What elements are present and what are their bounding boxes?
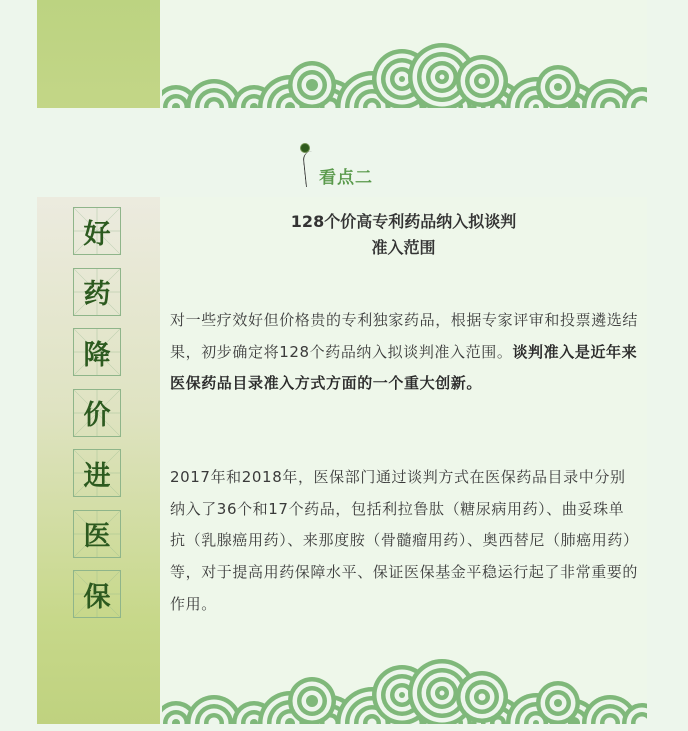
paragraph-1 (170, 305, 638, 400)
heading-line-2: 准入范围 (371, 238, 436, 257)
title-char: 好 (83, 218, 111, 250)
wave-arc-group (288, 61, 336, 108)
wave-arc-group (456, 55, 508, 107)
title-char: 降 (83, 339, 111, 371)
title-char: 进 (83, 460, 111, 492)
cloud-wave-decoration-bottom (162, 649, 647, 724)
top-banner (37, 0, 647, 108)
marker-line (302, 151, 317, 187)
title-char: 药 (83, 279, 111, 310)
wave-arc-group (288, 677, 336, 724)
side-strip (37, 197, 160, 724)
wave-arc-group (536, 65, 580, 108)
paragraph-1-bold: 谈判准入是近年来医保药品目录准入方式方面的一个重大创新。 (170, 342, 638, 393)
paragraph-2: 2017年和2018年，医保部门通过谈判方式在医保药品目录中分别纳入了36个和17个药品，包括利拉鲁肽（糖尿病用药）、曲妥珠单抗（乳腺癌用药）、来那度胺（骨髓瘤用药）、奥西替尼（肺癌用药）等，对于提高用药保障水平、保证医保基金平稳运行起了非常重要的作用。 (170, 468, 639, 613)
heading-line-1: 128个价高专利药品纳入拟谈判 (290, 212, 517, 231)
side-strip-top (37, 0, 160, 108)
title-char-box (73, 328, 121, 376)
title-char-box (73, 449, 121, 497)
main-panel (37, 197, 647, 724)
title-char-box (73, 510, 121, 558)
cloud-wave-decoration-top (162, 33, 647, 108)
title-char: 保 (83, 581, 111, 613)
wave-arc-group (536, 681, 580, 724)
title-char: 医 (83, 521, 111, 552)
vertical-title (73, 207, 125, 631)
title-char: 价 (83, 400, 111, 431)
section-marker (300, 143, 380, 191)
section-label: 看点二 (319, 168, 373, 188)
title-char-box (73, 268, 121, 316)
title-char-box (73, 207, 121, 255)
wave-arc-group (456, 671, 508, 723)
article-heading (160, 209, 647, 261)
paragraph-1-text: 对一些疗效好但价格贵的专利独家药品，根据专家评审和投票遴选结果，初步确定将128个药品纳入拟谈判准入范围。 (170, 311, 639, 361)
title-char-box (73, 570, 121, 618)
title-char-box (73, 389, 121, 437)
